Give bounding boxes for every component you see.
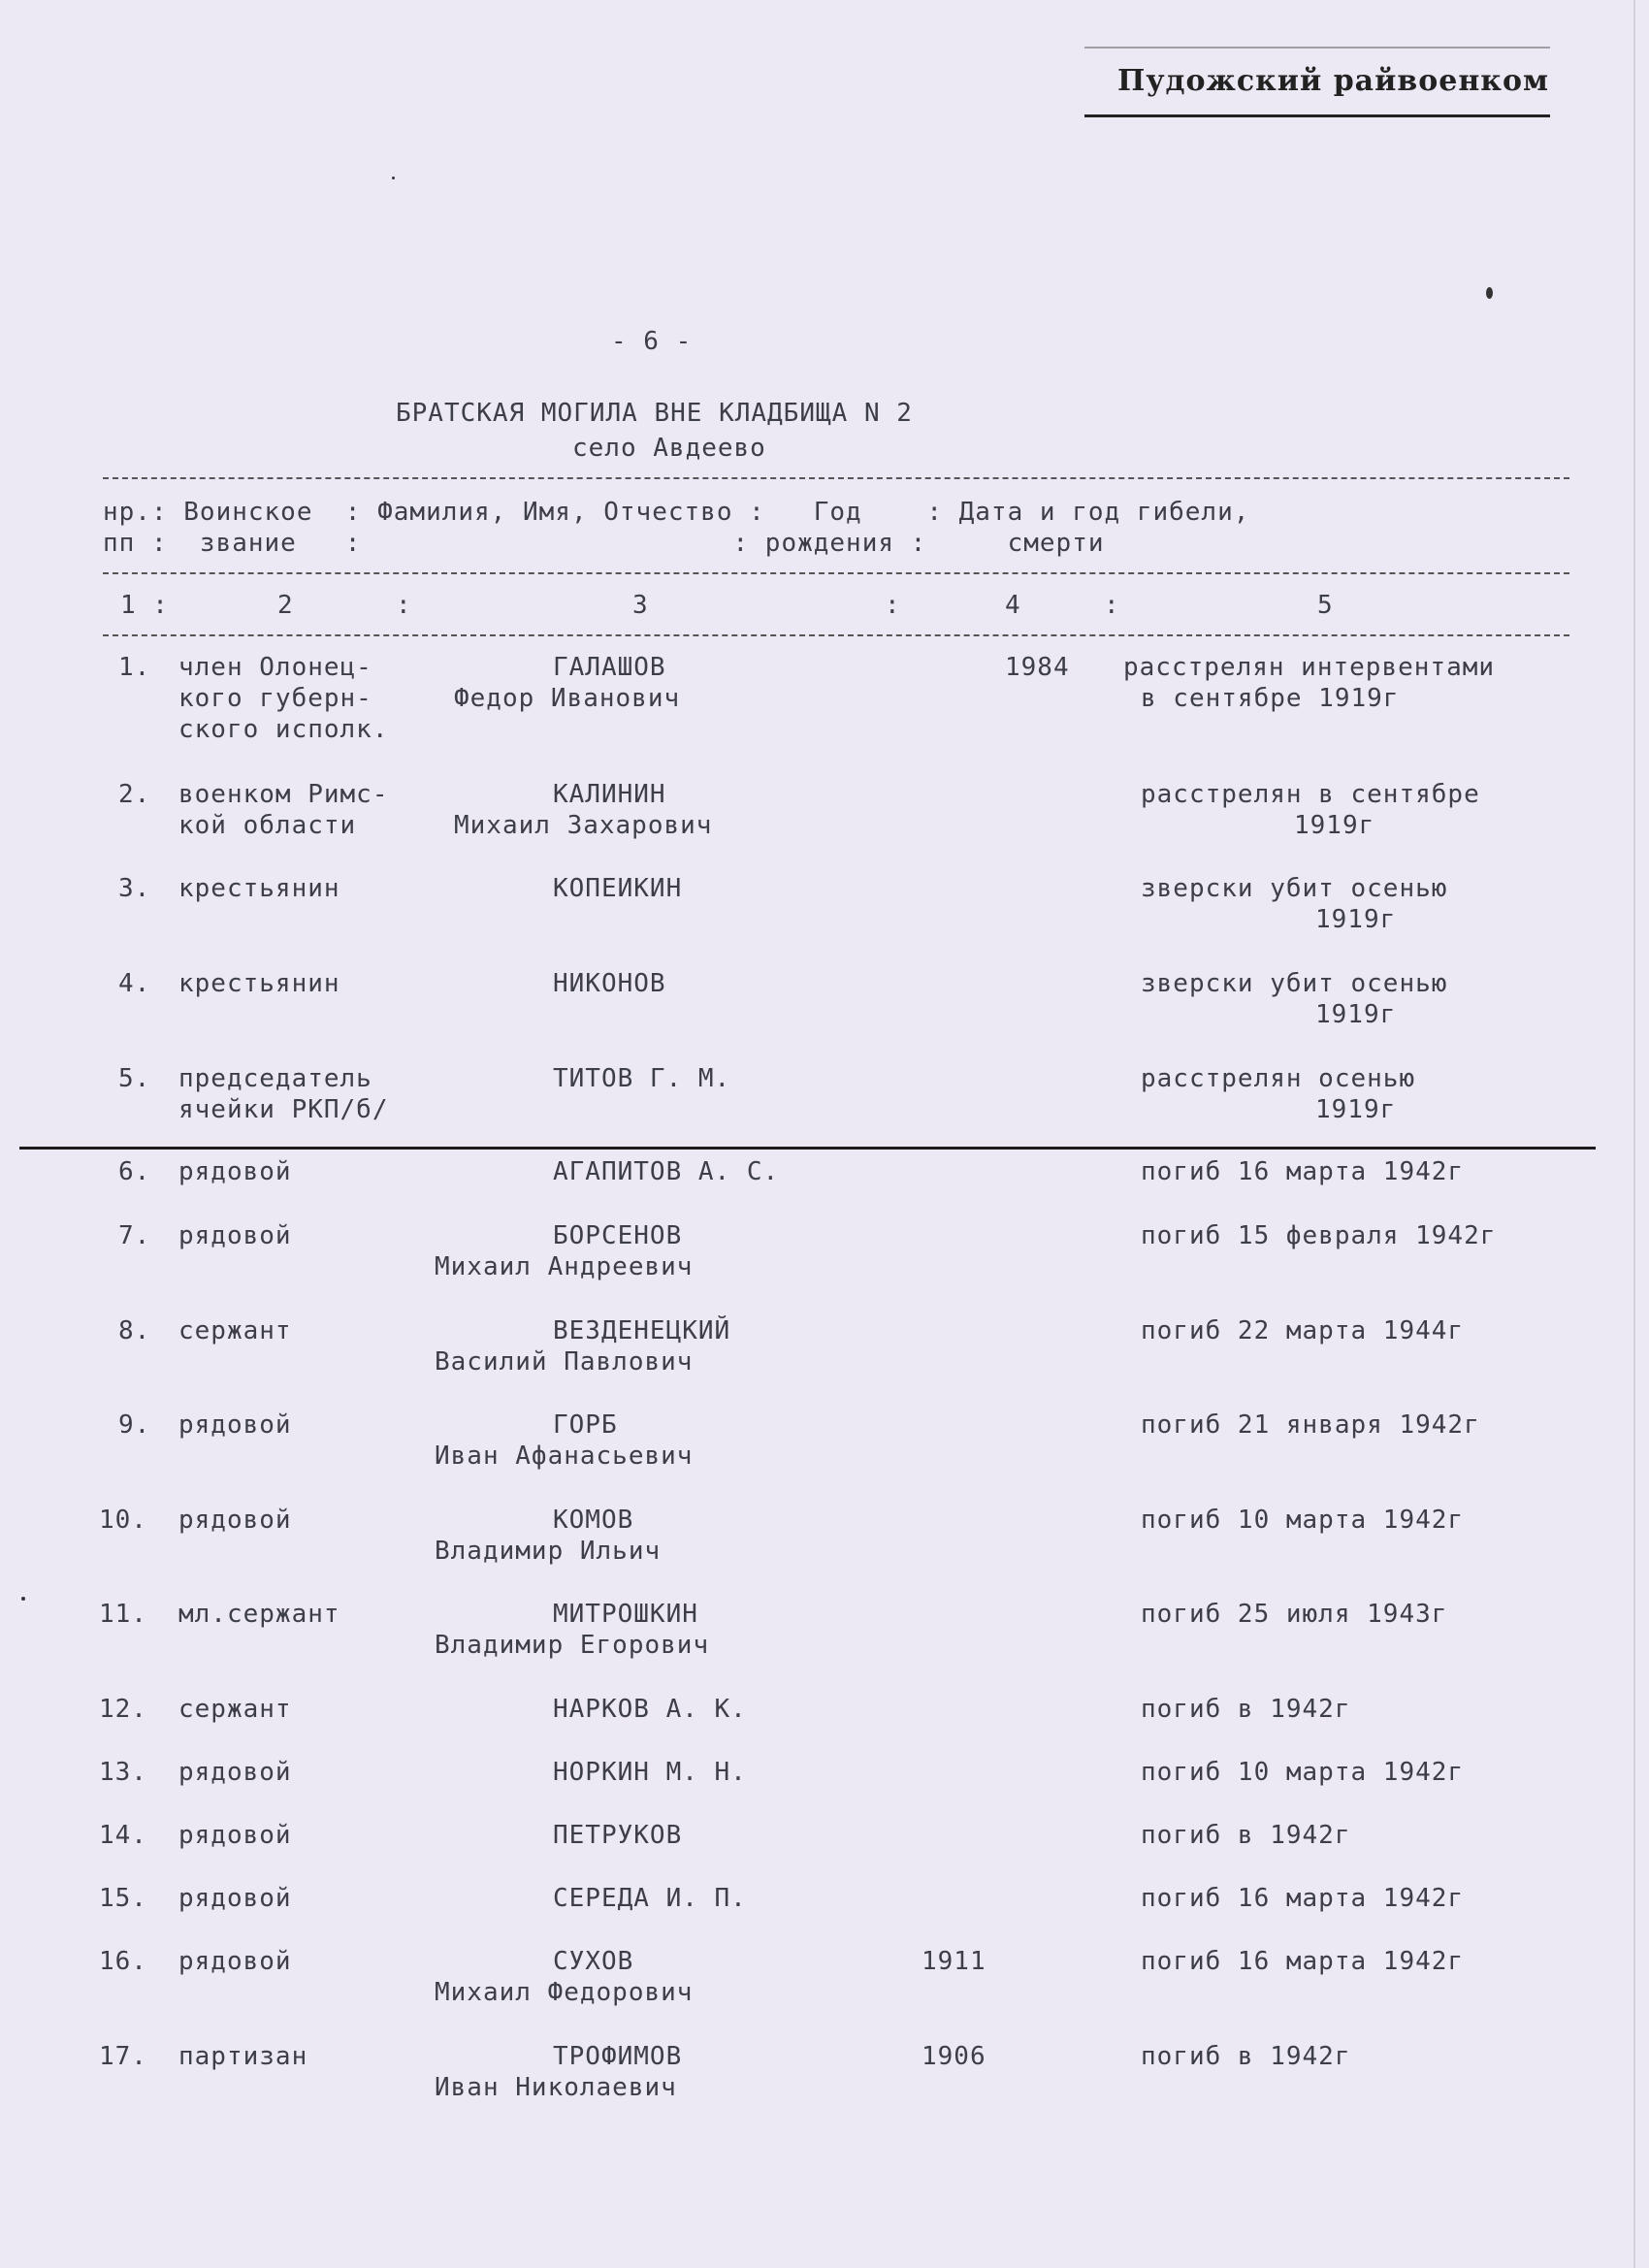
death-info: расстрелян интервентами (1123, 653, 1496, 682)
death-info: расстрелян в сентябре (1141, 780, 1480, 809)
surname: АГАПИТОВ А. С. (553, 1157, 780, 1186)
stamp-underline (1084, 114, 1550, 117)
death-info: 1919г (1315, 1095, 1397, 1124)
military-rank: рядовой (178, 1821, 292, 1850)
table-header-row-2: пп : звание : : рождения : смерти (103, 529, 1105, 558)
military-rank: рядовой (178, 1410, 292, 1440)
column-separator: : (885, 591, 901, 620)
row-number: 11. (99, 1600, 147, 1629)
death-info: 1919г (1315, 905, 1397, 934)
surname: ВЕЗДЕНЕЦКИЙ (553, 1316, 731, 1345)
surname: НИКОНОВ (553, 969, 666, 998)
surname: СУХОВ (553, 1947, 634, 1976)
scan-edge-line (1633, 0, 1635, 2268)
row-number: 17. (99, 2042, 147, 2071)
surname: ТРОФИМОВ (553, 2042, 683, 2071)
surname: КАЛИНИН (553, 780, 666, 809)
row-number: 7. (118, 1221, 151, 1250)
death-info: в сентябре 1919г (1141, 684, 1400, 713)
document-title: БРАТСКАЯ МОГИЛА ВНЕ КЛАДБИЩА N 2 (396, 399, 913, 428)
death-info: расстрелян осенью (1141, 1064, 1416, 1093)
given-names: Михаил Захарович (454, 811, 713, 840)
given-names: Федор Иванович (454, 684, 681, 713)
military-rank: ячейки РКП/б/ (178, 1095, 389, 1124)
table-header-border (103, 572, 1569, 574)
row-number: 10. (99, 1506, 147, 1535)
section-divider-rule (19, 1147, 1596, 1150)
row-number: 16. (99, 1947, 147, 1976)
military-rank: сержант (178, 1695, 292, 1724)
column-number: 1 : (120, 591, 169, 620)
military-rank: ского исполк. (178, 715, 389, 744)
surname: КОПЕИКИН (553, 874, 683, 903)
column-number: 2 (277, 591, 294, 620)
death-info: погиб 22 марта 1944г (1141, 1316, 1465, 1345)
row-number: 3. (118, 874, 151, 903)
birth-year: 1984 (1005, 653, 1070, 682)
military-rank: кого губерн- (178, 684, 372, 713)
death-info: погиб 16 марта 1942г (1141, 1947, 1465, 1976)
given-names: Иван Николаевич (435, 2073, 677, 2102)
military-rank: рядовой (178, 1506, 292, 1535)
military-rank: член Олонец- (178, 653, 372, 682)
death-info: погиб 21 января 1942г (1141, 1410, 1480, 1440)
surname: ТИТОВ Г. М. (553, 1064, 731, 1093)
death-info: погиб 16 марта 1942г (1141, 1157, 1465, 1186)
row-number: 6. (118, 1157, 151, 1186)
death-info: зверски убит осенью (1141, 969, 1448, 998)
military-rank: крестьянин (178, 969, 340, 998)
military-rank: военком Римс- (178, 780, 389, 809)
row-number: 8. (118, 1316, 151, 1345)
column-number: 3 (632, 591, 649, 620)
row-number: 13. (99, 1758, 147, 1787)
military-rank: рядовой (178, 1221, 292, 1250)
surname: ГОРБ (553, 1410, 618, 1440)
row-number: 9. (118, 1410, 151, 1440)
birth-year: 1906 (922, 2042, 986, 2071)
surname: НОРКИН М. Н. (553, 1758, 747, 1787)
column-number: 4 (1005, 591, 1021, 620)
military-rank: рядовой (178, 1947, 292, 1976)
ink-speck (392, 177, 395, 179)
table-header-row-1: нр.: Воинское : Фамилия, Имя, Отчество : Год : Дата и год гибели, (103, 498, 1250, 527)
column-number: 5 (1317, 591, 1334, 620)
table-columns-border (103, 634, 1569, 636)
military-rank: мл.сержант (178, 1600, 340, 1629)
given-names: Иван Афанасьевич (435, 1442, 694, 1471)
military-rank: сержант (178, 1316, 292, 1345)
given-names: Михаил Андреевич (435, 1252, 694, 1281)
military-rank: председатель (178, 1064, 372, 1093)
death-info: 1919г (1294, 811, 1375, 840)
death-info: погиб 10 марта 1942г (1141, 1758, 1465, 1787)
death-info: 1919г (1315, 1000, 1397, 1029)
death-info: погиб 15 февраля 1942г (1141, 1221, 1497, 1250)
row-number: 12. (99, 1695, 147, 1724)
ink-speck (1486, 287, 1493, 299)
page-number: - 6 - (611, 327, 693, 356)
row-number: 15. (99, 1884, 147, 1913)
row-number: 5. (118, 1064, 151, 1093)
given-names: Василий Павлович (435, 1347, 694, 1377)
military-rank: рядовой (178, 1884, 292, 1913)
given-names: Владимир Егорович (435, 1631, 710, 1660)
surname: СЕРЕДА И. П. (553, 1884, 747, 1913)
death-info: погиб 16 марта 1942г (1141, 1884, 1465, 1913)
military-rank: партизан (178, 2042, 308, 2071)
stamp-top-line (1084, 47, 1550, 49)
military-rank: рядовой (178, 1758, 292, 1787)
death-info: погиб 10 марта 1942г (1141, 1506, 1465, 1535)
row-number: 2. (118, 780, 151, 809)
column-separator: : (1104, 591, 1120, 620)
row-number: 14. (99, 1821, 147, 1850)
given-names: Михаил Федорович (435, 1978, 694, 2007)
birth-year: 1911 (922, 1947, 986, 1976)
ink-speck (21, 1597, 25, 1601)
row-number: 4. (118, 969, 151, 998)
stamp-text: Пудожский райвоенком (1117, 64, 1550, 98)
death-info: погиб 25 июля 1943г (1141, 1600, 1448, 1629)
military-rank: крестьянин (178, 874, 340, 903)
surname: ПЕТРУКОВ (553, 1821, 683, 1850)
death-info: погиб в 1942г (1141, 1821, 1351, 1850)
surname: НАРКОВ А. К. (553, 1695, 747, 1724)
death-info: погиб в 1942г (1141, 1695, 1351, 1724)
document-subtitle: село Авдеево (572, 434, 766, 463)
row-number: 1. (118, 653, 151, 682)
surname: КОМОВ (553, 1506, 634, 1535)
military-rank: рядовой (178, 1157, 292, 1186)
military-rank: кой области (178, 811, 357, 840)
surname: ГАЛАШОВ (553, 653, 666, 682)
given-names: Владимир Ильич (435, 1537, 662, 1566)
surname: МИТРОШКИН (553, 1600, 698, 1629)
death-info: погиб в 1942г (1141, 2042, 1351, 2071)
column-separator: : (396, 591, 412, 620)
death-info: зверски убит осенью (1141, 874, 1448, 903)
stamp (1084, 47, 1550, 118)
surname: БОРСЕНОВ (553, 1221, 683, 1250)
table-top-border (103, 477, 1569, 479)
